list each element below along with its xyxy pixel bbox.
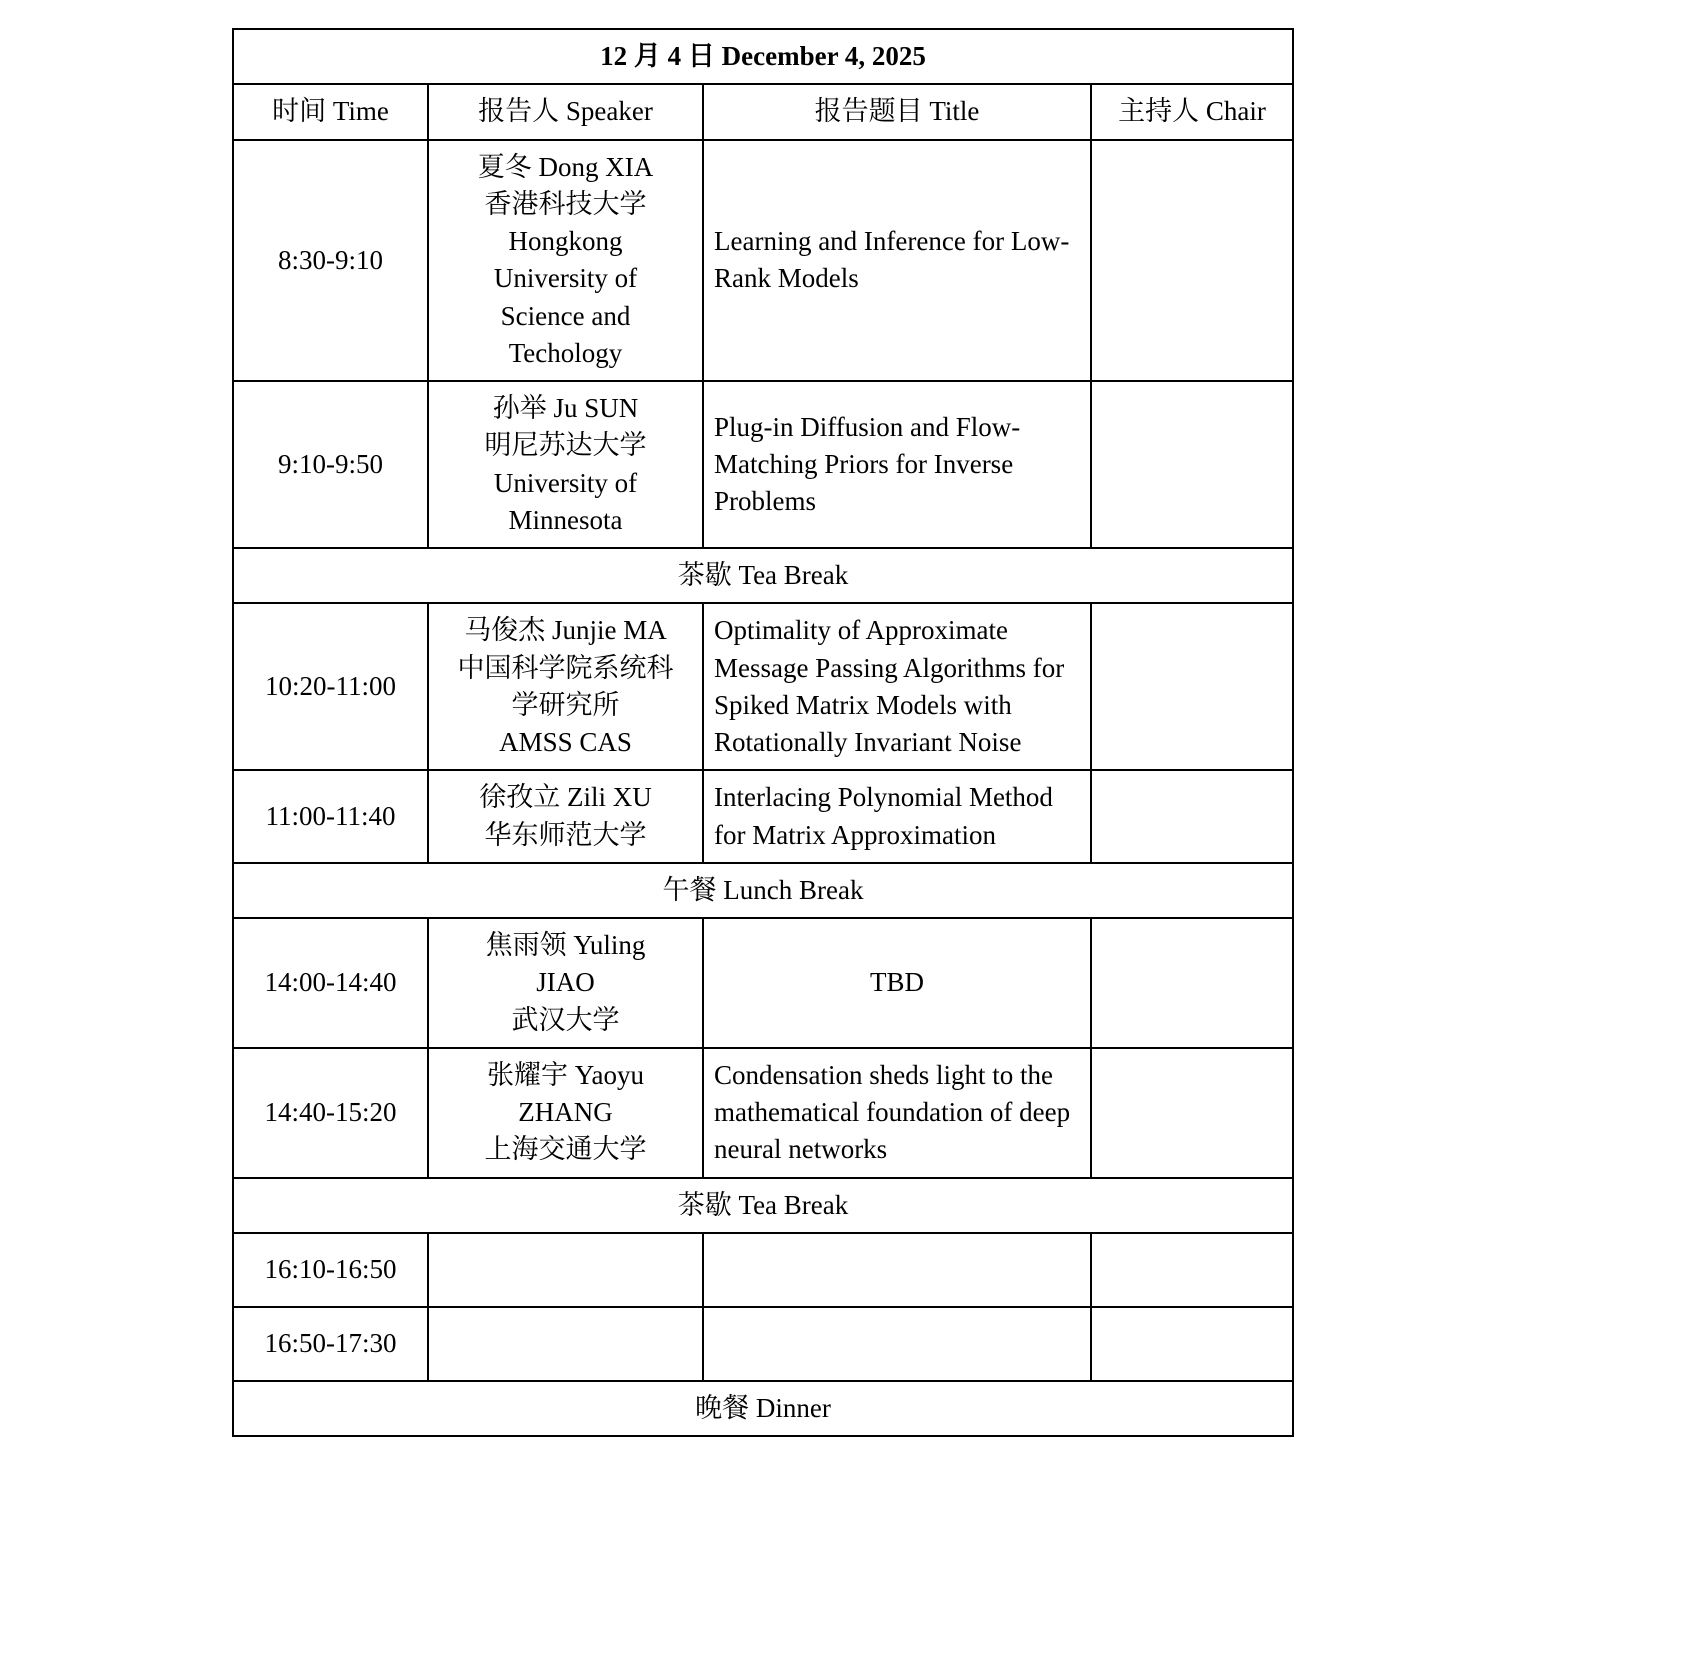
- speaker-line: 孙举 Ju SUN: [492, 393, 639, 423]
- table-row: [233, 918, 1293, 1048]
- speaker-line: 中国科学院系统科: [457, 652, 674, 683]
- table-row: [233, 381, 1293, 548]
- break-label: 茶歇 Tea Break: [233, 548, 1293, 603]
- break-row: [233, 548, 1293, 603]
- cell-speaker: [428, 918, 703, 1048]
- conference-schedule-table: [232, 28, 1294, 1437]
- cell-title: TBD: [703, 918, 1091, 1048]
- cell-chair: [1091, 918, 1293, 1048]
- table-row: [233, 140, 1293, 382]
- table-row: [233, 1307, 1293, 1381]
- cell-speaker: [428, 603, 703, 770]
- break-label: 茶歇 Tea Break: [233, 1178, 1293, 1233]
- break-row: [233, 863, 1293, 918]
- date-heading: 12 月 4 日 December 4, 2025: [233, 29, 1293, 84]
- speaker-line: 夏冬 Dong XIA: [477, 151, 654, 182]
- speaker-line: Hongkong: [508, 226, 623, 256]
- cell-speaker: [428, 140, 703, 382]
- cell-speaker: [428, 381, 703, 548]
- schedule-body: [233, 29, 1293, 1436]
- speaker-line: 马俊杰 Junjie MA: [464, 615, 667, 646]
- schedule-container: [232, 28, 1292, 1437]
- cell-chair: [1091, 140, 1293, 382]
- column-header-speaker: 报告人 Speaker: [428, 84, 703, 139]
- speaker-line: Techology: [508, 337, 623, 368]
- speaker-line: ZHANG: [518, 1097, 613, 1127]
- cell-title: Condensation sheds light to the mathematical foundation of deep neural networks: [703, 1048, 1091, 1178]
- cell-chair: [1091, 1233, 1293, 1307]
- cell-title: [703, 1233, 1091, 1307]
- break-label: 午餐 Lunch Break: [233, 863, 1293, 918]
- speaker-line: 学研究所: [511, 689, 620, 720]
- cell-chair: [1091, 770, 1293, 863]
- speaker-line: Science and: [500, 300, 631, 331]
- speaker-line: University of: [493, 467, 638, 498]
- cell-time: 9:10-9:50: [233, 381, 428, 548]
- cell-title: Optimality of Approximate Message Passing Algorithms for Spiked Matrix Models with Rotationally Invariant Noise: [703, 603, 1091, 770]
- speaker-line: 武汉大学: [511, 1004, 620, 1035]
- cell-time: 8:30-9:10: [233, 140, 428, 382]
- table-row: [233, 603, 1293, 770]
- speaker-line: Minnesota: [508, 504, 623, 535]
- cell-title: Learning and Inference for Low-Rank Models: [703, 140, 1091, 382]
- speaker-line: JIAO: [536, 967, 595, 998]
- table-row: [233, 1048, 1293, 1178]
- speaker-line: 徐孜立 Zili XU: [479, 782, 652, 813]
- table-row: [233, 770, 1293, 863]
- cell-time: 14:00-14:40: [233, 918, 428, 1048]
- speaker-line: 华东师范大学: [484, 819, 647, 850]
- column-header-row: [233, 84, 1293, 139]
- date-heading-row: [233, 29, 1293, 84]
- cell-speaker: [428, 1307, 703, 1381]
- cell-time: 11:00-11:40: [233, 770, 428, 863]
- break-row: [233, 1381, 1293, 1436]
- cell-chair: [1091, 603, 1293, 770]
- column-header-time: 时间 Time: [233, 84, 428, 139]
- cell-speaker: [428, 1048, 703, 1178]
- speaker-line: 明尼苏达大学: [484, 430, 647, 461]
- cell-time: 14:40-15:20: [233, 1048, 428, 1178]
- cell-title: [703, 1307, 1091, 1381]
- cell-chair: [1091, 1307, 1293, 1381]
- column-header-title: 报告题目 Title: [703, 84, 1091, 139]
- cell-speaker: [428, 770, 703, 863]
- cell-time: 16:10-16:50: [233, 1233, 428, 1307]
- cell-chair: [1091, 381, 1293, 548]
- speaker-line: 香港科技大学: [484, 188, 647, 219]
- speaker-line: 上海交通大学: [484, 1134, 647, 1165]
- speaker-line: 焦雨领 Yuling: [485, 930, 646, 960]
- table-row: [233, 1233, 1293, 1307]
- cell-title: Plug-in Diffusion and Flow-Matching Priors for Inverse Problems: [703, 381, 1091, 548]
- break-row: [233, 1178, 1293, 1233]
- speaker-line: AMSS CAS: [499, 727, 632, 757]
- cell-time: 16:50-17:30: [233, 1307, 428, 1381]
- cell-chair: [1091, 1048, 1293, 1178]
- cell-time: 10:20-11:00: [233, 603, 428, 770]
- cell-speaker: [428, 1233, 703, 1307]
- speaker-line: University of: [493, 263, 638, 294]
- speaker-line: 张耀宇 Yaoyu: [486, 1059, 645, 1090]
- break-label: 晚餐 Dinner: [233, 1381, 1293, 1436]
- column-header-chair: 主持人 Chair: [1091, 84, 1293, 139]
- cell-title: Interlacing Polynomial Method for Matrix Approximation: [703, 770, 1091, 863]
